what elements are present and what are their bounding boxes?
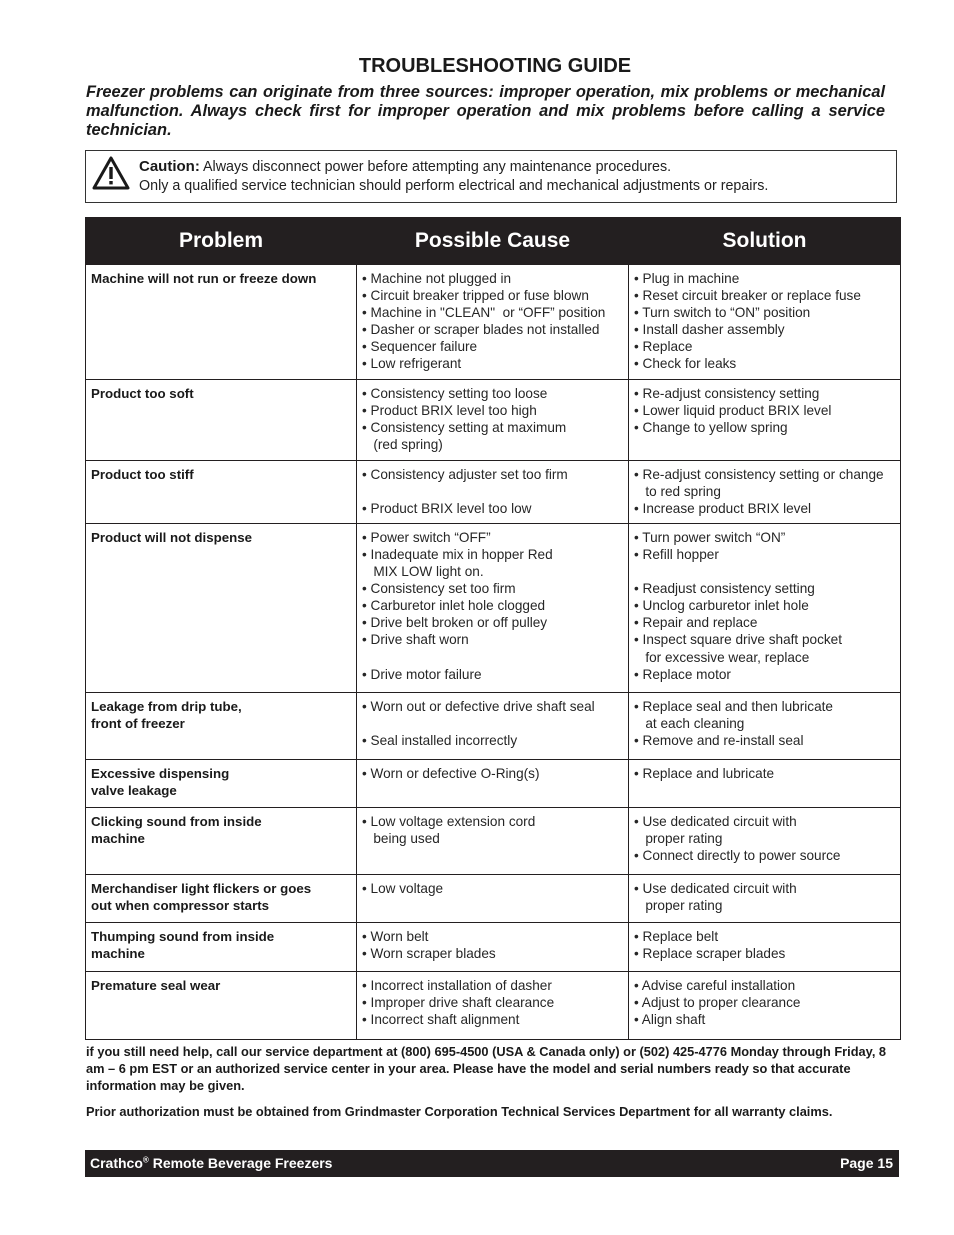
table-row [86,523,901,692]
cell-line: • Replace belt [634,928,719,944]
troubleshooting-table [85,217,900,1040]
header-possible-cause: Possible Cause [357,218,629,265]
cell-line: out when compressor starts [91,897,270,913]
footer-product: Remote Beverage Freezers [148,1155,333,1171]
cell-line: Machine will not run or freeze down [91,271,317,286]
problem-cell [86,807,357,874]
cell-line: Product will not dispense [91,529,253,545]
cell-line: • Power switch “OFF” [362,529,491,545]
cell-line: • Machine in "CLEAN" or “OFF” position [362,305,606,321]
table-row [86,807,901,874]
cell-line: • Consistency set too firm [362,581,516,597]
cell-line: • Worn or defective O-Ring(s) [362,765,540,781]
cell-line: • Product BRIX level too high [362,402,537,418]
cell-line: • Unclog carburetor inlet hole [634,598,809,614]
cell-line [362,715,623,732]
caution-box [85,150,897,203]
cell-line: Product too soft [91,385,194,401]
cause-cell [357,379,629,460]
cell-line: • Connect directly to power source [634,848,841,864]
cell-line: • Repair and replace [634,615,758,631]
cell-line: MIX LOW light on. [362,564,484,580]
solution-cell [629,379,901,460]
solution-cell [629,523,901,692]
caution-label: Caution: [139,158,200,175]
cell-line: to red spring [634,483,721,499]
cell-line: • Product BRIX level too low [362,500,532,516]
cell-line: • Worn out or defective drive shaft seal [362,698,595,714]
cell-line: • Check for leaks [634,356,737,372]
table-row [86,922,901,971]
table-row [86,971,901,1039]
problem-cell [86,265,357,380]
intro-paragraph: Freezer problems can originate from three sources: improper operation, mix problems or mechanical malfunction. Always check first for improper operation and mix problems before calling a service technician. [86,83,885,139]
table-body [86,265,901,1040]
cell-line: proper rating [634,897,723,913]
problem-cell [86,759,357,807]
cell-line: • Install dasher assembly [634,322,785,338]
cell-line: • Incorrect shaft alignment [362,1012,520,1028]
cell-line: Excessive dispensing [91,765,230,781]
cell-line: • Plug in machine [634,271,740,286]
cell-line: • Align shaft [634,1012,706,1028]
warning-triangle-icon [92,156,130,190]
cell-line: • Worn belt [362,928,429,944]
problem-cell [86,460,357,523]
solution-cell [629,460,901,523]
cause-cell [357,971,629,1039]
cell-line: • Use dedicated circuit with [634,880,797,896]
solution-cell [629,874,901,922]
problem-cell [86,379,357,460]
cell-line: (red spring) [362,436,443,452]
problem-cell [86,523,357,692]
solution-cell [629,922,901,971]
cell-line: • Adjust to proper clearance [634,994,801,1010]
cause-cell [357,265,629,380]
cell-line: • Improper drive shaft clearance [362,994,555,1010]
cell-line: • Advise careful installation [634,977,796,993]
problem-cell [86,922,357,971]
caution-text [139,157,768,196]
help-note: if you still need help, call our service department at (800) 695-4500 (USA & Canada only) or (502) 425-4776 Monday through Friday, 8 am – 6 pm EST or an authorized service center in your area. Please have the model and serial numbers ready so that accurate information may be given. [86,1044,887,1094]
cell-line: • Increase product BRIX level [634,500,812,516]
cell-line: • Seal installed incorrectly [362,733,518,749]
cause-cell [357,759,629,807]
cell-line: • Sequencer failure [362,339,478,355]
cell-line: Premature seal wear [91,977,221,993]
cell-line: • Reset circuit breaker or replace fuse [634,288,861,304]
cell-line: • Low refrigerant [362,356,462,372]
cell-line [362,483,623,500]
cell-line: • Drive belt broken or off pulley [362,615,548,631]
cell-line: • Replace [634,339,693,355]
cell-line: • Inadequate mix in hopper Red [362,546,553,562]
header-solution: Solution [629,218,901,265]
cell-line: being used [362,830,440,846]
cell-line: • Low voltage extension cord [362,813,536,829]
cell-line: Product too stiff [91,466,194,482]
cell-line: • Remove and re-install seal [634,733,804,749]
cell-line: • Readjust consistency setting [634,581,815,597]
page-title: TROUBLESHOOTING GUIDE [358,55,632,77]
table-row [86,759,901,807]
cell-line: valve leakage [91,782,177,798]
cell-line: • Re-adjust consistency setting [634,385,820,401]
cell-line: for excessive wear, replace [634,649,810,665]
cell-line: • Circuit breaker tripped or fuse blown [362,288,589,304]
cell-line [634,563,895,580]
cell-line: Leakage from drip tube, [91,698,242,714]
cause-cell [357,692,629,759]
cell-line: • Consistency adjuster set too firm [362,466,568,482]
cell-line: at each cleaning [634,715,745,731]
warranty-note: Prior authorization must be obtained from Grindmaster Corporation Technical Services Department for all warranty claims. [86,1104,833,1119]
cell-line: • Replace scraper blades [634,945,786,961]
cell-line: • Replace and lubricate [634,765,775,781]
cause-cell [357,874,629,922]
cause-cell [357,523,629,692]
cell-line: • Replace seal and then lubricate [634,698,833,714]
cell-line: • Drive shaft worn [362,632,469,648]
table-row [86,874,901,922]
cause-cell [357,807,629,874]
cell-line: • Lower liquid product BRIX level [634,402,832,418]
cell-line: • Incorrect installation of dasher [362,977,552,993]
page-number: Page 15 [840,1155,893,1171]
cell-line: Thumping sound from inside [91,928,275,944]
cell-line: • Turn switch to “ON” position [634,305,811,321]
caution-line-2: Only a qualified service technician should perform electrical and mechanical adjustments or repairs. [139,178,769,194]
header-problem: Problem [86,218,357,265]
cell-line: proper rating [634,830,723,846]
cell-line: Merchandiser light flickers or goes [91,880,312,896]
table-row [86,692,901,759]
cell-line: • Replace motor [634,666,731,682]
problem-cell [86,692,357,759]
cell-line: Clicking sound from inside [91,813,262,829]
cell-line: • Refill hopper [634,546,719,562]
cell-line: • Low voltage [362,880,444,896]
cell-line: • Change to yellow spring [634,419,788,435]
problem-cell [86,971,357,1039]
solution-cell [629,971,901,1039]
cause-cell [357,460,629,523]
table-row [86,379,901,460]
cell-line: • Worn scraper blades [362,945,496,961]
cause-cell [357,922,629,971]
solution-cell [629,807,901,874]
cell-line: machine [91,945,145,961]
cell-line: • Carburetor inlet hole clogged [362,598,546,614]
solution-cell [629,759,901,807]
cell-line: front of freezer [91,715,185,731]
cell-line: • Drive motor failure [362,666,482,682]
cell-line: • Turn power switch “ON” [634,529,786,545]
footer-bar [85,1150,899,1177]
solution-cell [629,692,901,759]
cell-line: • Re-adjust consistency setting or change [634,466,884,482]
table-row [86,265,901,380]
cell-line: • Use dedicated circuit with [634,813,797,829]
cell-line: • Consistency setting at maximum [362,419,567,435]
registered-mark: ® [142,1155,149,1165]
cell-line: • Dasher or scraper blades not installed [362,322,600,338]
table-row [86,460,901,523]
cell-line: • Consistency setting too loose [362,385,548,401]
problem-cell [86,874,357,922]
solution-cell [629,265,901,380]
cell-line: • Machine not plugged in [362,271,512,286]
footer-product-title [90,1155,332,1171]
caution-line-1: Always disconnect power before attempting any maintenance procedures. [203,159,672,175]
cell-line [362,649,623,666]
cell-line: machine [91,830,145,846]
footer-brand: Crathco [90,1155,143,1171]
cell-line: • Inspect square drive shaft pocket [634,632,843,648]
